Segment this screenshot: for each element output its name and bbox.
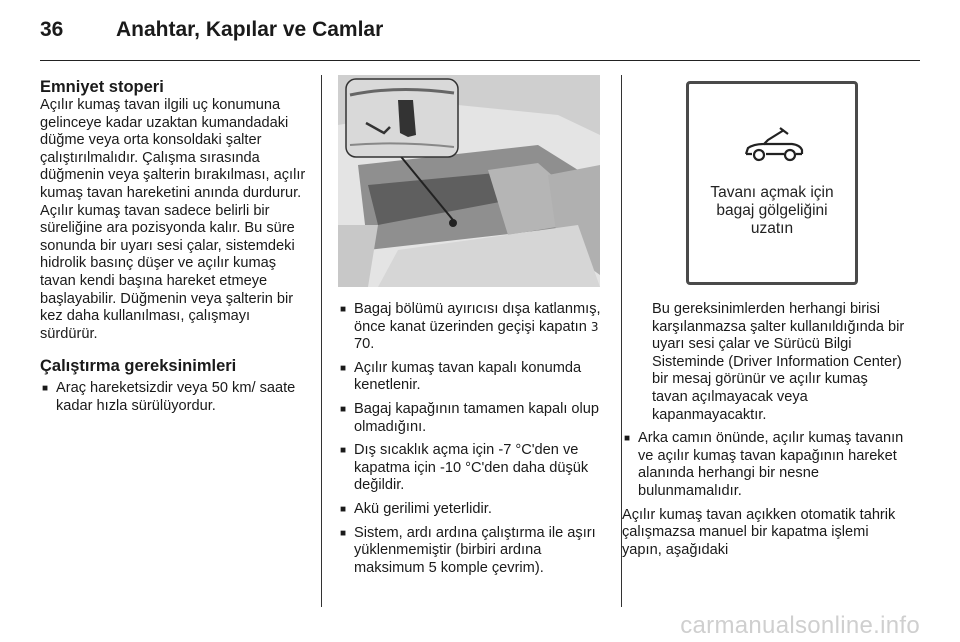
list-item: ■ Sistem, ardı ardına çalıştırma ile aşırı yüklenmemiştir (birbiri ardına maksimum 5 komple çevrim). [338, 525, 608, 578]
trunk-photo [338, 75, 600, 287]
page-ref-arrow: 3 [590, 319, 599, 334]
display-message-panel [686, 81, 858, 285]
conditions-list [338, 301, 608, 577]
page-ref-number: 70. [354, 336, 375, 353]
obstacle-list [622, 430, 907, 500]
requirements-list [40, 380, 308, 415]
page-header [40, 18, 920, 48]
list-item: ■ Akü gerilimi yeterlidir. [338, 501, 608, 519]
header-rule [40, 60, 920, 61]
section-title-safety-stop: Emniyet stoperi [40, 78, 164, 96]
convertible-car-icon [740, 126, 806, 166]
display-message-text: Tavanı açmak için bagaj gölgeliğini uzatın [710, 184, 834, 237]
list-item: ■ Araç hareketsizdir veya 50 km/ saate kadar hızla sürülüyordur. [40, 380, 308, 415]
list-item: ■ Bagaj bölümü ayırıcısı dışa katlanmış, önce kanat üzerinden geçişi kapatın 3 70. [338, 301, 608, 354]
column-1 [40, 78, 308, 416]
column-3 [622, 75, 907, 559]
manual-closing-paragraph: Açılır kumaş tavan açıkken otomatik tahrik çalışmazsa manuel bir kapatma işlemi yapın, aşağıdaki [622, 506, 896, 558]
watermark: carmanualsonline.info [680, 612, 920, 639]
requirements-warning-paragraph: Bu gereksinimlerden herhangi birisi karşılanmazsa şalter kullanıldığında bir uyarı sesi çalar ve Sürücü Bilgi Sisteminde (Driver Information Center) bir mesaj görünür ve açılır kumaş tavan açılmayacak veya kapanmayacaktır. [652, 301, 905, 423]
section-body-safety-stop: Açılır kumaş tavan ilgili uç konumuna gelinceye kadar uzaktan kumandadaki düğme veya orta konsoldaki şalter çalıştırılmalıdır. Çalışma sırasında düğmenin veya şalterin bırakılması, açılır kumaş tavan hareketini anında durdurur. Açılır kumaş tavan sadece belirli bir süreliğine ara pozisyonda kalır. Bu süre sonunda bir uyarı sesi çalar, sistemdeki hidrolik basınç düşer ve açılır kumaş tavan kendi başına hareket etmeye başlayabilir. Düğmenin veya şalterin bir kez daha kullanılması, çalışmayı sürdürür. [40, 97, 306, 342]
column-2 [338, 75, 608, 583]
list-item: ■ Açılır kumaş tavan kapalı konumda kenetlenir. [338, 360, 608, 395]
list-item: ■ Dış sıcaklık açma için -7 °C'den ve kapatma için -10 °C'den daha düşük değildir. [338, 442, 608, 495]
list-item: ■ Bagaj kapağının tamamen kapalı olup olmadığını. [338, 401, 608, 436]
page-number: 36 [40, 18, 64, 41]
list-item: ■ Arka camın önünde, açılır kumaş tavanın ve açılır kumaş tavan kapağının hareket alanında herhangi bir nesne bulunmamalıdır. [622, 430, 907, 500]
section-title-requirements: Çalıştırma gereksinimleri [40, 357, 237, 376]
column-divider-1 [321, 75, 322, 607]
chapter-title: Anahtar, Kapılar ve Camlar [116, 18, 384, 41]
